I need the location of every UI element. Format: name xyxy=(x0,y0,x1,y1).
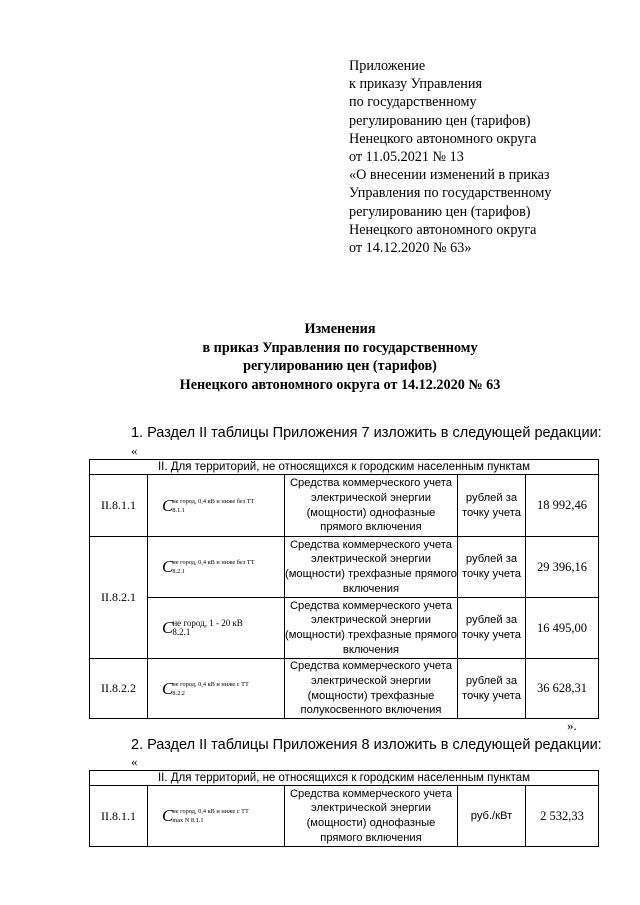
tariff-formula xyxy=(148,537,285,598)
row-unit: рублей за точку учета xyxy=(458,659,526,719)
formula-superscript: не город, 1 - 20 кВ xyxy=(172,618,243,628)
formula-subscript: 8.2.2 xyxy=(172,689,185,697)
table-row xyxy=(90,786,599,847)
row-code: II.8.2.1 xyxy=(90,537,148,659)
row-code: II.8.1.1 xyxy=(90,475,148,537)
row-value: 18 992,46 xyxy=(526,475,599,537)
appendix-line: по государственному xyxy=(349,94,477,111)
appendix-line: Ненецкого автономного округа xyxy=(349,221,537,238)
close-quote-1: ». xyxy=(567,718,577,733)
formula-letter: C xyxy=(162,557,174,576)
title-line: Изменения xyxy=(304,321,376,337)
table-row xyxy=(90,598,599,659)
appendix-line: Ненецкого автономного округа xyxy=(349,130,537,147)
tariff-formula xyxy=(148,786,285,847)
formula-subscript: 8.1.1 xyxy=(172,506,185,514)
row-description: Средства коммерческого учета электрической энергии (мощности) трехфазные полукосвенного включения xyxy=(285,659,458,719)
paragraph-1: 1. Раздел II таблицы Приложения 7 изложить в следующей редакции: xyxy=(131,425,602,441)
appendix-line: регулированию цен (тарифов) xyxy=(349,112,531,129)
table-row xyxy=(90,475,599,537)
row-code: II.8.2.2 xyxy=(90,659,148,719)
table-section-header: II. Для территорий, не относящихся к городским населенным пунктам xyxy=(90,460,599,475)
table-row xyxy=(90,537,599,598)
formula-letter: C xyxy=(162,495,174,515)
appendix-line: «О внесении изменений в приказ xyxy=(349,167,550,184)
table-row xyxy=(90,659,599,719)
table-appendix-7 xyxy=(89,459,599,719)
row-description: Средства коммерческого учета электрической энергии (мощности) трехфазные прямого включения xyxy=(285,598,458,659)
row-value: 2 532,33 xyxy=(526,786,599,847)
row-unit: рублей за точку учета xyxy=(458,537,526,598)
row-value: 16 495,00 xyxy=(526,598,599,659)
formula-subscript: 8.2.1 xyxy=(172,568,185,575)
title-line: Ненецкого автономного округа от 14.12.2020 № 63 xyxy=(179,376,501,393)
appendix-line: Приложение xyxy=(349,58,426,74)
formula-superscript: не город, 0,4 кВ и ниже без ТТ xyxy=(172,497,255,505)
appendix-line: от 11.05.2021 № 13 xyxy=(349,149,464,166)
formula-superscript: не город, 0,4 кВ и ниже с ТТ xyxy=(172,808,249,815)
open-quote-2: « xyxy=(131,754,138,769)
formula-letter: C xyxy=(162,618,174,637)
row-unit: рублей за точку учета xyxy=(458,475,526,537)
appendix-line: регулированию цен (тарифов) xyxy=(349,203,531,220)
row-unit: рублей за точку учета xyxy=(458,598,526,659)
row-unit: руб./кВт xyxy=(458,786,526,847)
formula-letter: C xyxy=(162,806,174,825)
title-line: в приказ Управления по государственному xyxy=(202,339,478,356)
row-description: Средства коммерческого учета электрической энергии (мощности) трехфазные прямого включения xyxy=(285,537,458,598)
row-description: Средства коммерческого учета электрической энергии (мощности) однофазные прямого включения xyxy=(285,475,458,537)
table-appendix-8 xyxy=(89,770,599,847)
appendix-line: к приказу Управления xyxy=(349,76,483,93)
appendix-block xyxy=(349,57,551,257)
formula-subscript: max N 8.1.1 xyxy=(172,817,204,824)
title-line: регулированию цен (тарифов) xyxy=(243,358,437,374)
tariff-formula xyxy=(148,659,285,719)
tariff-formula xyxy=(148,475,285,537)
formula-superscript: не город, 0,4 кВ и ниже с ТТ xyxy=(172,680,249,688)
formula-letter: C xyxy=(162,678,174,698)
row-value: 36 628,31 xyxy=(526,659,599,719)
row-code: II.8.1.1 xyxy=(90,786,148,847)
document-title xyxy=(0,320,640,394)
appendix-line: Управления по государственному xyxy=(349,185,552,202)
table-section-header: II. Для территорий, не относящихся к городским населенным пунктам xyxy=(90,771,599,786)
row-value: 29 396,16 xyxy=(526,537,599,598)
formula-subscript: 8.2.1 xyxy=(172,627,191,637)
open-quote-1: « xyxy=(131,443,138,458)
row-description: Средства коммерческого учета электрической энергии (мощности) однофазные прямого включения xyxy=(285,786,458,847)
formula-superscript: не город, 0,4 кВ и ниже без ТТ xyxy=(172,559,255,566)
appendix-line: от 14.12.2020 № 63» xyxy=(349,240,472,257)
tariff-formula xyxy=(148,598,285,659)
paragraph-2: 2. Раздел II таблицы Приложения 8 изложить в следующей редакции: xyxy=(131,737,602,753)
